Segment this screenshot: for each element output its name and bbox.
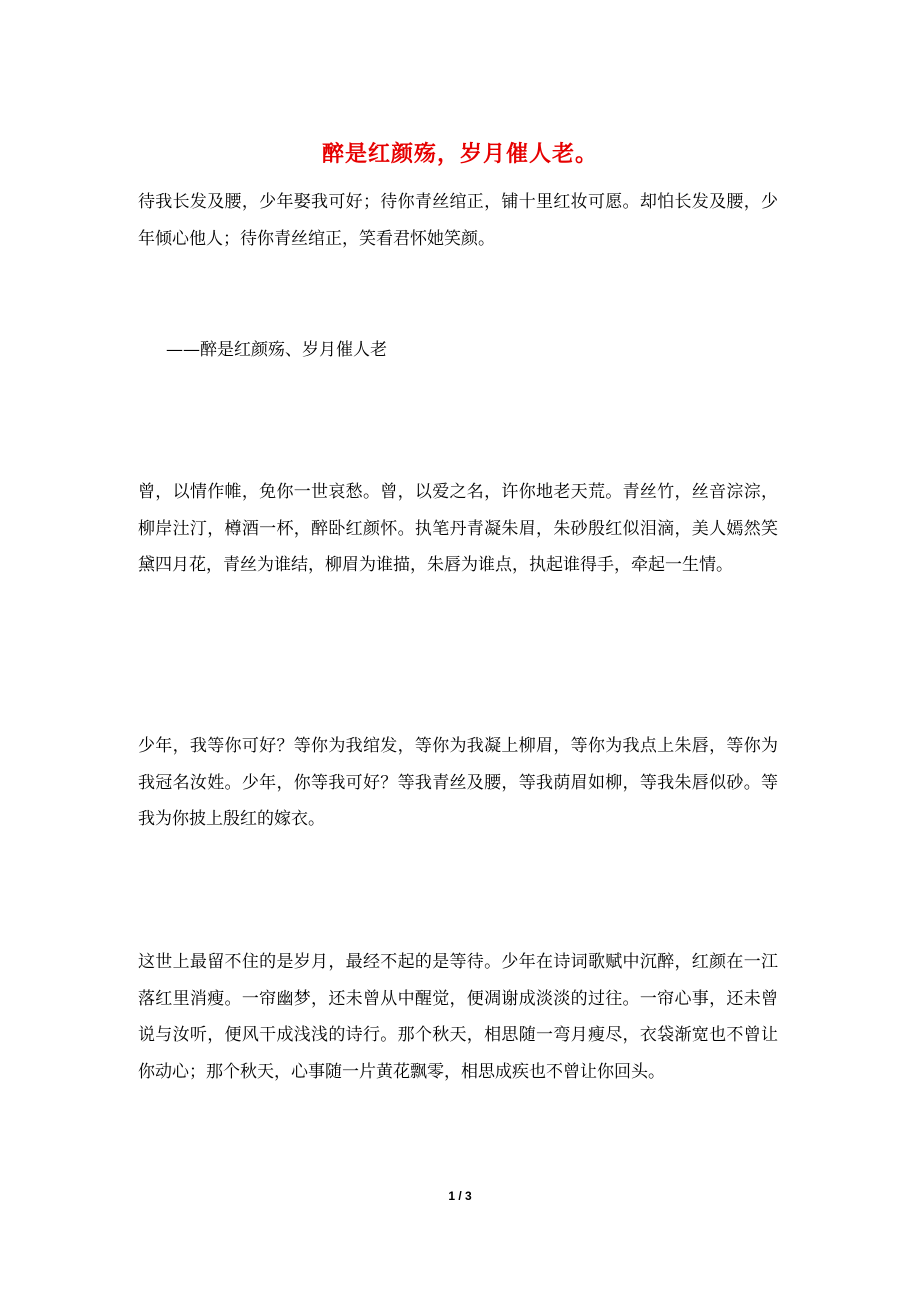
paragraph-1: 待我长发及腰，少年娶我可好；待你青丝绾正，铺十里红妆可愿。却怕长发及腰，少年倾心他人；待你青丝绾正，笑看君怀她笑颜。 [138, 192, 778, 249]
page-number: 1 / 3 [448, 1189, 472, 1203]
paragraph-2: 曾，以情作帷，免你一世哀愁。曾，以爱之名，许你地老天荒。青丝竹，丝音淙淙，柳岸汢汀，樽酒一杯，醉卧红颜怀。执笔丹青凝朱眉，朱砂殷红似泪滴，美人嫣然笑黛四月花，青丝为谁结，柳眉为谁描，朱唇为谁点，执起谁得手，牵起一生情。 [138, 482, 778, 575]
attribution-line: ——醉是红颜殇、岁月催人老 [166, 340, 387, 360]
page-title: 醉是红颜殇，岁月催人老。 [321, 141, 598, 167]
paragraph-4: 这世上最留不住的是岁月，最经不起的是等待。少年在诗词歌赋中沉醉，红颜在一江落红里消瘦。一帘幽梦，还未曾从中醒觉，便凋谢成淡淡的过往。一帘心事，还未曾说与汝听，便风干成浅浅的诗行。那个秋天，相思随一弯月瘦尽，衣袋渐宽也不曾让你动心；那个秋天，心事随一片黄花飘零，相思成疾也不曾让你回头。 [138, 952, 778, 1082]
paragraph-3: 少年，我等你可好？等你为我绾发，等你为我凝上柳眉，等你为我点上朱唇，等你为我冠名汝姓。少年，你等我可好？等我青丝及腰，等我荫眉如柳，等我朱唇似砂。等我为你披上殷红的嫁衣。 [138, 736, 778, 829]
